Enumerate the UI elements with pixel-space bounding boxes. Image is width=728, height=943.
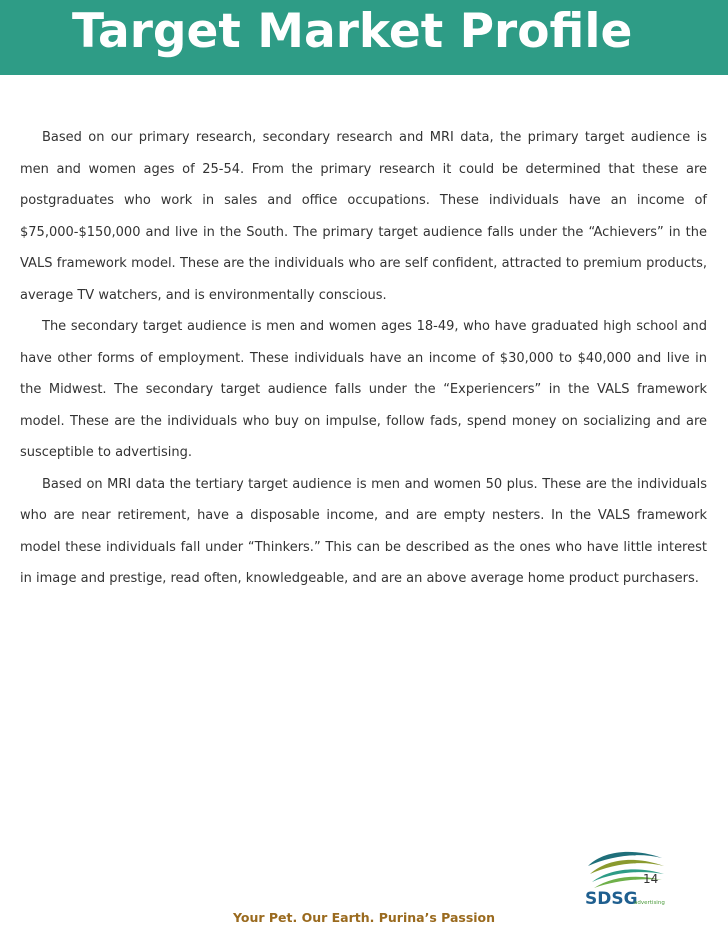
paragraph-primary-audience: Based on our primary research, secondary research and MRI data, the primary target audience is men and women ages of 25-54. From the primary research it could be determined that these are postgraduates who work in sales and office occupations. These individuals have an income of $75,000-$150,000 and live in the South. The primary target audience falls under the “Achievers” in the VALS framework model. These are the individuals who are self confident, attracted to premium products, average TV watchers, and is environmentally conscious. [20, 130, 707, 303]
body-text [20, 122, 707, 595]
footer-tagline: Your Pet. Our Earth. Purina’s Passion [232, 910, 496, 925]
page-number: 14 [643, 872, 659, 886]
page-title: Target Market Profile [72, 4, 633, 59]
logo-subtext: advertising [634, 900, 665, 906]
logo-text: SDSG [585, 889, 638, 906]
paragraph-tertiary-audience: Based on MRI data the tertiary target audience is men and women 50 plus. These are the individuals who are near retirement, have a disposable income, and are empty nesters. In the VALS framework model these individuals fall under “Thinkers.” This can be described as the ones who have little interest in image and prestige, read often, knowledgeable, and are an above average home product purchasers. [20, 476, 707, 586]
paragraph-secondary-audience: The secondary target audience is men and women ages 18-49, who have graduated high school and have other forms of employment. These individuals have an income of $30,000 to $40,000 and live in the Midwest. The secondary target audience falls under the “Experiencers” in the VALS framework model. These are the individuals who buy on impulse, follow fads, spend money on socializing and are susceptible to advertising. [20, 319, 707, 460]
